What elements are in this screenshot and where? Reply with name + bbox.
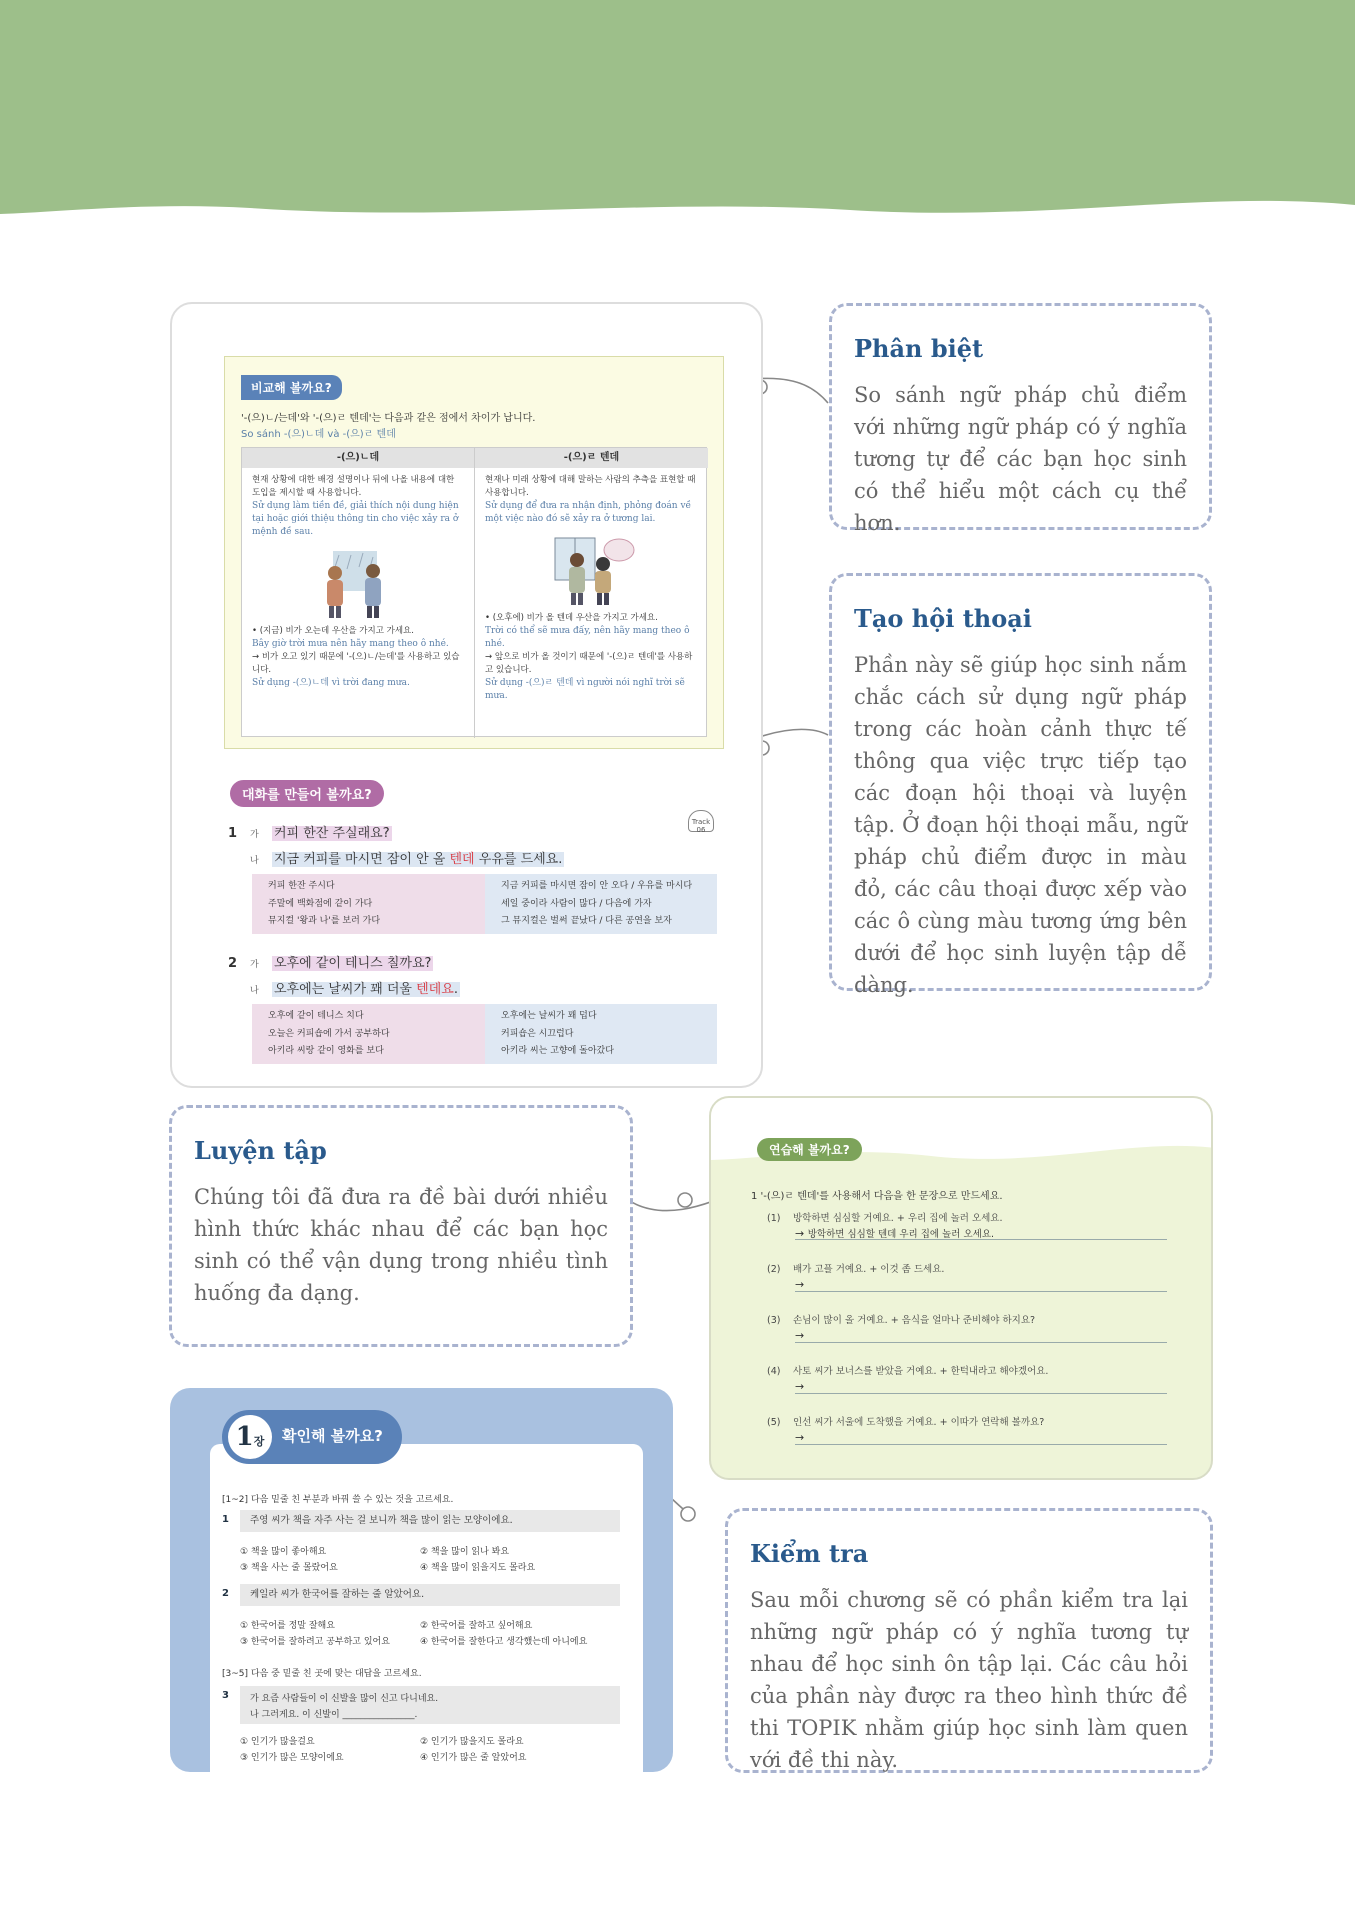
compare-box	[224, 356, 724, 749]
item-question: 배가 고플 거예요. + 이것 좀 드세요.	[793, 1264, 945, 1275]
compare-desc-vi-left: Sử dụng làm tiền đề, giải thích nội dung hiện tại hoặc giới thiệu thông tin cho việc xảy ra ở mệnh đề sau.	[252, 501, 459, 537]
substitution-item: 세일 중이라 사람이 많다 / 다음에 가자	[501, 898, 652, 909]
track-icon: Track 06	[688, 810, 714, 832]
dialogue-text: 오후에 같이 테니스 칠까요?	[274, 956, 432, 971]
callout-phan-biet	[829, 303, 1212, 535]
dialogue-text: 우유를 드세요.	[474, 852, 563, 867]
callout-body: Sau mỗi chương sẽ có phần kiểm tra lại những ngữ pháp có ý nghĩa tương tự nhau để học sinh ôn tập lại. Các câu hỏi của phần này được ra theo hình thức đề thi TOPIK nhằm giúp học sinh làm quen với đề thi này.	[750, 1588, 1188, 1772]
option: ① 한국어를 정말 잘해요	[240, 1621, 335, 1631]
question-2: 케일라 씨가 한국어를 잘하는 줄 알았어요.	[240, 1584, 620, 1606]
substitution-box-2	[252, 1004, 717, 1064]
substitution-item: 커피숍은 시끄럽다	[501, 1028, 574, 1039]
compare-intro-ko: '-(으)ㄴ/는데'와 '-(으)ㄹ 텐데'는 다음과 같은 점에서 차이가 납니다.	[241, 413, 536, 424]
substitution-item: 지금 커피를 마시면 잠이 안 오다 / 우유를 마시다	[501, 881, 693, 891]
dialogue-tag: 대화를 만들어 볼까요?	[230, 780, 384, 807]
option: ④ 책을 많이 읽을지도 몰라요	[420, 1563, 536, 1573]
option: ③ 책을 사는 줄 몰랐어요	[240, 1563, 338, 1573]
callout-tao-hoi-thoai	[829, 573, 1212, 997]
option: ② 인기가 많을지도 몰라요	[420, 1737, 524, 1747]
compare-tag: 비교해 볼까요?	[241, 375, 342, 400]
check-panel	[170, 1388, 673, 1772]
option: ③ 한국어를 잘하려고 공부하고 있어요	[240, 1637, 390, 1647]
question-3-line-a: 가 요즘 사람들이 이 신발을 많이 신고 다니네요.	[250, 1694, 439, 1704]
compare-head-right: -(으)ㄹ 텐데	[475, 448, 708, 468]
dialogue-text: 지금 커피를 마시면 잠이 안 올	[274, 852, 450, 867]
dialogue-text: 커피 한잔 주실래요?	[274, 826, 390, 841]
substitution-item: 뮤지컬 '왕과 나'를 보러 가다	[268, 916, 381, 926]
speaker-label: 나	[250, 986, 259, 996]
option: ② 한국어를 잘하고 싶어해요	[420, 1621, 533, 1631]
item-question: 사토 씨가 보너스를 받았을 거예요. + 한턱내라고 해야겠어요.	[793, 1366, 1049, 1377]
illustration-window-forecast-icon	[547, 534, 637, 606]
compare-example-left	[242, 625, 474, 690]
substitution-right	[485, 874, 717, 934]
question-number: 1	[222, 1514, 229, 1525]
substitution-left	[252, 874, 485, 934]
option: ④ 인기가 많은 줄 알았어요	[420, 1753, 527, 1763]
callout-title: Kiểm tra	[750, 1539, 869, 1568]
note-ko-right: → 앞으로 비가 올 것이기 때문에 '-(으)ㄹ 텐데'를 사용하고 있습니다.	[485, 652, 693, 675]
substitution-box-1	[252, 874, 717, 934]
item-answer: 방학하면 심심할 텐데 우리 집에 놀러 오세요.	[807, 1229, 995, 1240]
question-3-line-b: 나 그러게요. 이 신발이 ________________.	[250, 1710, 418, 1720]
answer-line-4: →	[795, 1380, 1167, 1394]
substitution-item: 주말에 백화점에 같이 가다	[268, 898, 373, 909]
compare-intro-vi: So sánh -(으)ㄴ데 và -(으)ㄹ 텐데	[241, 429, 396, 440]
dialogue-text: .	[453, 982, 458, 997]
callout-luyen-tap	[169, 1105, 633, 1347]
item-question: 손님이 많이 올 거예요. + 음식을 얼마나 준비해야 하지요?	[793, 1315, 1036, 1326]
compare-example-right	[475, 612, 708, 703]
item-number: (3)	[767, 1315, 781, 1326]
item-number: (1)	[767, 1213, 781, 1224]
chapter-badge	[222, 1410, 402, 1464]
check-title: 확인해 볼까요?	[282, 1427, 383, 1445]
check-section-2: [3~5] 다음 중 밑줄 친 곳에 맞는 대답을 고르세요.	[222, 1669, 422, 1679]
dialogue-1-line-a	[228, 822, 392, 841]
note-ko-left: → 비가 오고 있기 때문에 '-(으)ㄴ/는데'를 사용하고 있습니다.	[252, 652, 460, 675]
dialogue-text: 오후에는 날씨가 꽤 더울	[274, 982, 417, 997]
practice-instruction: 1 '-(으)ㄹ 텐데'를 사용해서 다음을 한 문장으로 만드세요.	[751, 1191, 1003, 1202]
substitution-item: 아키라 씨랑 같이 영화를 보다	[268, 1046, 384, 1056]
substitution-item: 오후에는 날씨가 꽤 덥다	[501, 1011, 597, 1021]
practice-item-4	[767, 1363, 1167, 1377]
option: ① 책을 많이 좋아해요	[240, 1547, 327, 1557]
item-question: 인선 씨가 서울에 도착했을 거예요. + 이따가 연락해 볼까요?	[793, 1417, 1045, 1428]
option: ④ 한국어를 잘한다고 생각했는데 아니에요	[420, 1637, 588, 1647]
answer-line-5: →	[795, 1431, 1167, 1445]
answer-line-3: →	[795, 1329, 1167, 1343]
compare-table	[241, 447, 707, 737]
practice-panel	[709, 1096, 1213, 1480]
compare-dialogue-panel	[170, 302, 763, 1088]
target-grammar: 텐데요	[416, 982, 454, 997]
callout-title: Luyện tập	[194, 1136, 327, 1165]
practice-item-5	[767, 1414, 1167, 1428]
dialogue-number: 2	[228, 956, 238, 971]
note-vi-right: Sử dụng -(으)ㄹ 텐데 vì người nói nghĩ trời sẽ mưa.	[485, 678, 685, 701]
item-number: (4)	[767, 1366, 781, 1377]
illustration-rain-umbrella-icon	[313, 547, 403, 619]
option: ① 인기가 많을걸요	[240, 1737, 315, 1747]
chapter-number: 1장	[228, 1415, 272, 1459]
compare-head-left: -(으)ㄴ데	[242, 448, 474, 468]
substitution-left	[252, 1004, 485, 1064]
speaker-label: 나	[250, 856, 259, 866]
speaker-label: 가	[250, 960, 259, 970]
item-number: (5)	[767, 1417, 781, 1428]
compare-desc-ko-left: 현재 상황에 대한 배경 설명이나 뒤에 나올 내용에 대한 도입을 제시할 때 사용합니다.	[252, 475, 455, 498]
substitution-item: 오후에 같이 테니스 치다	[268, 1011, 364, 1021]
practice-item-3	[767, 1312, 1167, 1326]
example-vi-right: Trời có thể sẽ mưa đấy, nên hãy mang theo ô nhé.	[485, 626, 690, 649]
dialogue-2-line-a	[228, 952, 433, 971]
question-3-box	[240, 1686, 620, 1724]
callout-title: Tạo hội thoại	[854, 604, 1032, 633]
compare-desc-ko-right: 현재나 미래 상황에 대해 말하는 사람의 추측을 표현할 때 사용합니다.	[485, 475, 696, 498]
substitution-item: 오늘은 커피숍에 가서 공부하다	[268, 1028, 390, 1039]
option: ③ 인기가 많은 모양이에요	[240, 1753, 344, 1763]
compare-column-left	[242, 448, 475, 738]
item-number: (2)	[767, 1264, 781, 1275]
check-section-1: [1~2] 다음 밑줄 친 부분과 바꿔 쓸 수 있는 것을 고르세요.	[222, 1495, 454, 1505]
example-ko-right: • (오후에) 비가 올 텐데 우산을 가지고 가세요.	[485, 613, 658, 623]
practice-item-2	[767, 1261, 1167, 1275]
substitution-item: 커피 한잔 주시다	[268, 881, 335, 891]
example-ko-left: • (지금) 비가 오는데 우산을 가지고 가세요.	[252, 626, 414, 636]
answer-line-2: →	[795, 1278, 1167, 1292]
question-1: 주영 씨가 책을 자주 사는 걸 보니까 책을 많이 읽는 모양이에요.	[240, 1510, 620, 1532]
compare-column-right	[475, 448, 708, 738]
callout-body: Phần này sẽ giúp học sinh nắm chắc cách sử dụng ngữ pháp trong các hoàn cảnh thực tế thông qua việc trực tiếp tạo các đoạn hội thoại và luyện tập. Ở đoạn hội thoại mẫu, ngữ pháp chủ điểm được in màu đỏ, các câu thoại được xếp vào các ô cùng màu tương ứng bên dưới để học sinh luyện tập dễ dàng.	[854, 653, 1187, 997]
callout-kiem-tra	[725, 1508, 1213, 1773]
dialogue-1-line-b	[250, 848, 564, 867]
callout-body: Chúng tôi đã đưa ra đề bài dưới nhiều hình thức khác nhau để các bạn học sinh có thể vận dụng trong nhiều tình huống đa dạng.	[194, 1185, 608, 1305]
callout-body: So sánh ngữ pháp chủ điểm với những ngữ pháp có ý nghĩa tương tự để các bạn học sinh có thể hiểu một cách cụ thể hơn.	[854, 383, 1187, 535]
answer-line-1: → 방학하면 심심할 텐데 우리 집에 놀러 오세요.	[795, 1226, 1167, 1240]
question-number: 3	[222, 1690, 229, 1701]
question-number: 2	[222, 1588, 229, 1599]
dialogue-2-line-b	[250, 978, 460, 997]
substitution-right	[485, 1004, 717, 1064]
practice-item-1	[767, 1210, 1167, 1224]
item-question: 방학하면 심심할 거예요. + 우리 집에 놀러 오세요.	[793, 1213, 1003, 1224]
speaker-label: 가	[250, 830, 259, 840]
substitution-item: 그 뮤지컬은 벌써 끝났다 / 다른 공연을 보자	[501, 916, 672, 926]
option: ② 책을 많이 읽나 봐요	[420, 1547, 510, 1557]
practice-tag: 연습해 볼까요?	[757, 1138, 862, 1161]
callout-title: Phân biệt	[854, 334, 984, 363]
example-vi-left: Bây giờ trời mưa nên hãy mang theo ô nhé.	[252, 639, 449, 649]
note-vi-left: Sử dụng -(으)ㄴ데 vì trời đang mưa.	[252, 678, 410, 688]
check-sheet	[210, 1444, 643, 1772]
dialogue-number: 1	[228, 826, 238, 841]
target-grammar: 텐데	[449, 852, 475, 867]
compare-desc-vi-right: Sử dụng để đưa ra nhận định, phỏng đoán về một việc nào đó sẽ xảy ra ở tương lai.	[485, 501, 692, 524]
substitution-item: 아키라 씨는 고향에 돌아갔다	[501, 1046, 614, 1056]
